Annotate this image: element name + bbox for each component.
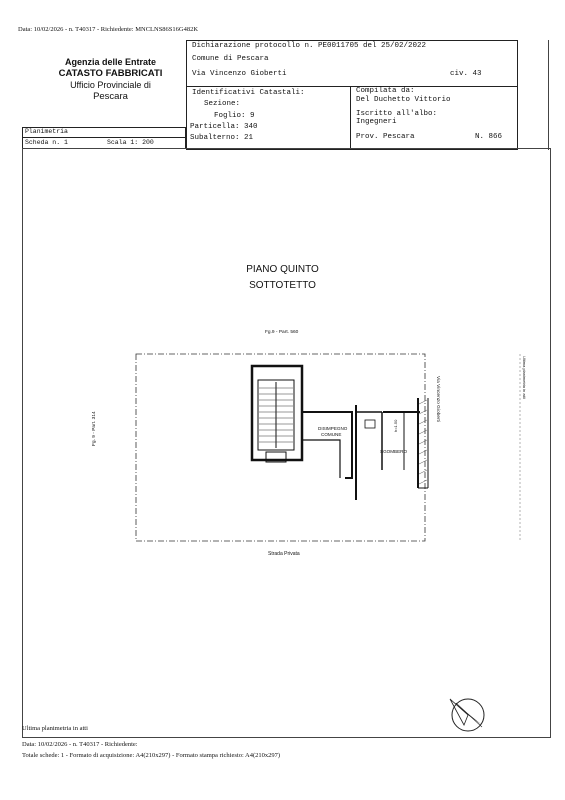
- street-label: Via Vincenzo Gioberti: [435, 376, 440, 422]
- foglio-field: Foglio: 9: [214, 112, 255, 120]
- identificativi-title: Identificativi Catastali:: [192, 89, 305, 97]
- compilata-title: Compilata da:: [356, 87, 415, 95]
- stairwell: [252, 366, 302, 462]
- floor-title: PIANO QUINTO: [246, 264, 319, 275]
- planimetria-label: Planimetria: [25, 128, 68, 135]
- albo-label: Iscritto all'albo:: [356, 110, 438, 118]
- north-arrow-icon: [450, 699, 484, 731]
- registration-number: N. 866: [475, 133, 503, 141]
- footer-schede-line: Totale schede: 1 - Formato di acquisizione: A4(210x297) - Formato stampa richiesto: A4(210x297): [22, 752, 281, 759]
- footer-ultima: Ultima planimetria in atti: [22, 725, 88, 732]
- header-request-line: Data: 10/02/2026 - n. T40317 - Richiedente: MNCLNS86S16G482K: [18, 26, 199, 33]
- sezione-field: Sezione:: [204, 100, 241, 108]
- catasto-title: CATASTO FABBRICATI: [58, 68, 163, 79]
- scheda-label: Scheda n. 1: [25, 139, 68, 146]
- ufficio-label: Ufficio Provinciale di: [70, 80, 151, 90]
- floor-subtitle: SOTTOTETTO: [249, 280, 316, 291]
- room-disimpegno-label: DISIMPEGNO: [318, 426, 348, 431]
- footer-data-line: Data: 10/02/2026 - n. T40317 - Richiedente:: [22, 741, 138, 748]
- private-road-label: Strada Privata: [268, 551, 300, 557]
- ufficio-city: Pescara: [93, 91, 128, 102]
- storage-room-walls: [383, 398, 428, 488]
- right-margin-note: Ultima planimetria in atti: [522, 356, 527, 399]
- subalterno-field: Subalterno: 21: [190, 134, 254, 142]
- province-field: Prov. Pescara: [356, 133, 415, 141]
- room-comune-label: COMUNE: [321, 432, 342, 437]
- compilata-name: Del Duchetto Vittorio: [356, 96, 451, 104]
- civic-number: civ. 43: [450, 70, 482, 78]
- left-parcel-label: Fg. 9 - Part. 314: [92, 411, 97, 446]
- agency-name: Agenzia delle Entrate: [64, 57, 157, 67]
- room-sgombero-label: SGOMBERO: [380, 449, 408, 454]
- particella-field: Particella: 340: [190, 123, 258, 131]
- top-parcel-label: Fg.9 - Part. 560: [265, 330, 299, 335]
- address-line: Via Vincenzo Gioberti: [192, 70, 287, 78]
- protocol-line: Dichiarazione protocollo n. PE0011705 del 25/02/2022: [192, 42, 427, 50]
- albo-value: Ingegneri: [356, 118, 397, 126]
- scale-label: Scala 1: 200: [107, 139, 154, 146]
- height-label: h=1.50: [393, 419, 398, 432]
- comune-line: Comune di Pescara: [192, 55, 269, 63]
